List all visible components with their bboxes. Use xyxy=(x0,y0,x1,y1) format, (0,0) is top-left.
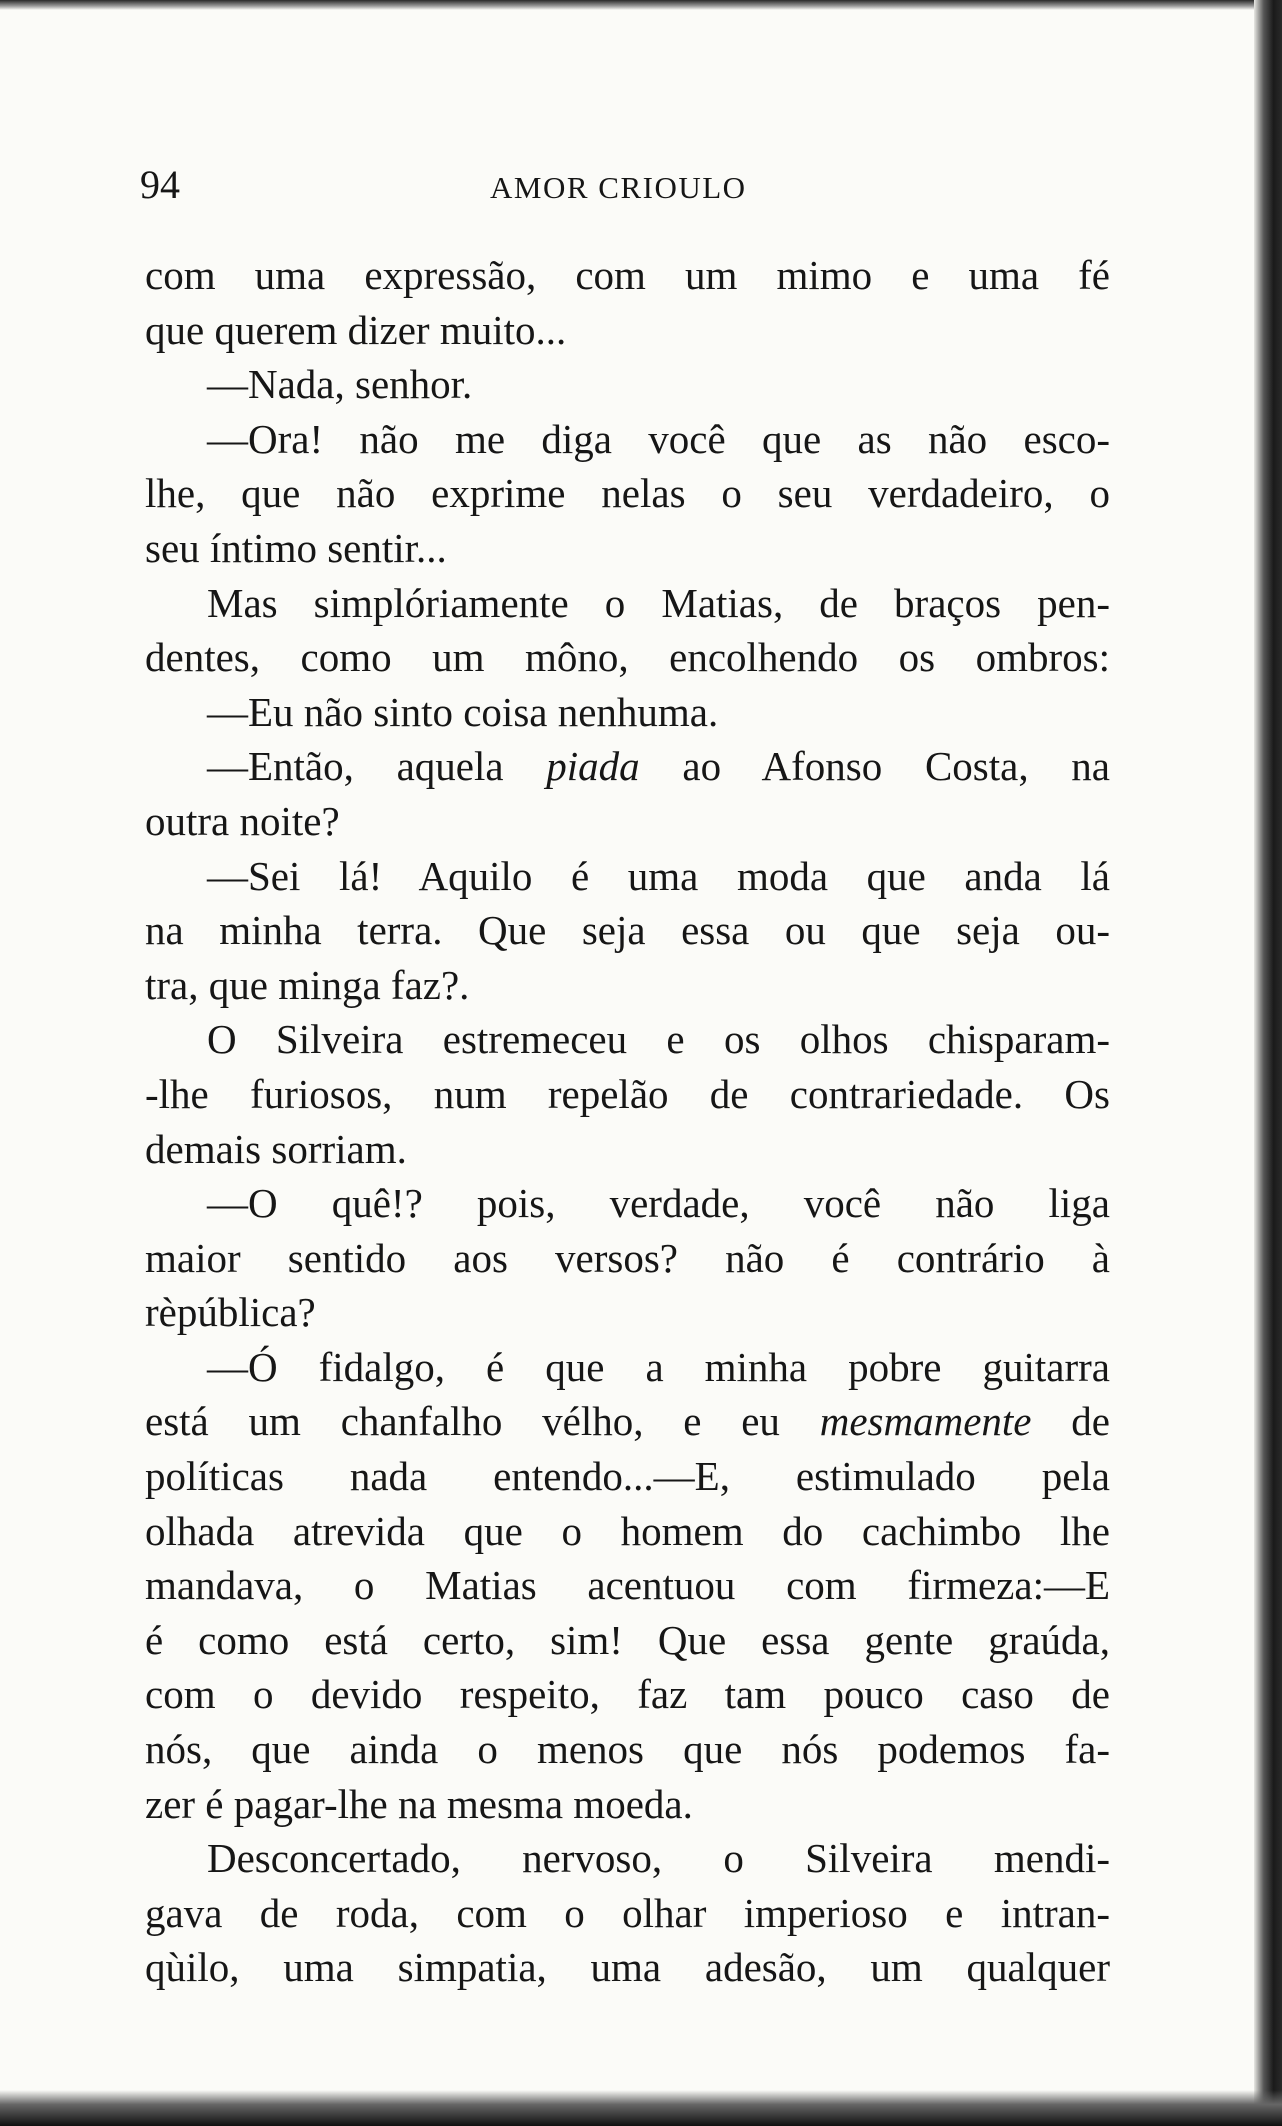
text-line: que querem dizer muito... xyxy=(145,306,567,353)
text-line: demais sorriam. xyxy=(145,1125,407,1172)
text-line: tra, que minga faz?. xyxy=(145,961,470,1008)
text-span: —Então, aquela xyxy=(207,743,547,790)
page-top-edge xyxy=(0,0,1282,10)
text-span: está um chanfalho vélho, e eu xyxy=(145,1398,820,1445)
text-line xyxy=(145,1394,1110,1449)
text-line: lhe, que não exprime nelas o seu verdadeiro, o xyxy=(145,470,1110,517)
text-line: Desconcertado, nervoso, o Silveira mendi- xyxy=(207,1835,1110,1882)
text-line: mandava, o Matias acentuou com firmeza:—E xyxy=(145,1562,1110,1609)
text-line: maior sentido aos versos? não é contrário à xyxy=(145,1234,1110,1281)
text-line: dentes, como um môno, encolhendo os ombros: xyxy=(145,634,1110,681)
body-text xyxy=(145,248,1110,1995)
page-bottom-edge xyxy=(0,2090,1282,2126)
text-line: na minha terra. Que seja essa ou que seja ou- xyxy=(145,907,1110,954)
text-line: —Eu não sinto coisa nenhuma. xyxy=(207,688,719,735)
text-line: qùilo, uma simpatia, uma adesão, um qualquer xyxy=(145,1944,1110,1991)
text-line: —Nada, senhor. xyxy=(207,361,473,408)
text-line: zer é pagar-lhe na mesma moeda. xyxy=(145,1780,693,1827)
page-number: 94 xyxy=(140,162,180,207)
page-binding-edge xyxy=(1254,0,1282,2126)
text-line: —Sei lá! Aquilo é uma moda que anda lá xyxy=(207,852,1110,899)
text-line: —Ó fidalgo, é que a minha pobre guitarra xyxy=(207,1343,1110,1390)
text-line: —O quê!? pois, verdade, você não liga xyxy=(207,1180,1110,1227)
text-line: olhada atrevida que o homem do cachimbo lhe xyxy=(145,1507,1110,1554)
text-span: ao Afonso Costa, na xyxy=(639,743,1110,790)
text-line: rèpública? xyxy=(145,1289,316,1336)
text-line xyxy=(145,739,1110,794)
text-line: é como está certo, sim! Que essa gente graúda, xyxy=(145,1616,1110,1663)
text-line: seu íntimo sentir... xyxy=(145,524,447,571)
page-header xyxy=(0,160,1282,220)
italic-word: piada xyxy=(546,743,640,790)
text-line: outra noite? xyxy=(145,797,340,844)
text-line: —Ora! não me diga você que as não esco- xyxy=(207,415,1110,462)
text-line: nós, que ainda o menos que nós podemos fa- xyxy=(145,1726,1110,1773)
text-line: políticas nada entendo...—E, estimulado pela xyxy=(145,1453,1110,1500)
italic-word: mesmamente xyxy=(819,1398,1032,1445)
text-line: com uma expressão, com um mimo e uma fé xyxy=(145,252,1110,298)
running-title: AMOR CRIOULO xyxy=(490,170,747,205)
text-span: de xyxy=(1031,1398,1110,1445)
text-line: O Silveira estremeceu e os olhos chisparam- xyxy=(207,1016,1110,1063)
text-line: -lhe furiosos, num repelão de contrariedade. Os xyxy=(145,1070,1110,1117)
text-line: Mas simplóriamente o Matias, de braços pen- xyxy=(207,579,1110,626)
text-line: com o devido respeito, faz tam pouco caso de xyxy=(145,1671,1110,1718)
text-line: gava de roda, com o olhar imperioso e intran- xyxy=(145,1889,1110,1936)
